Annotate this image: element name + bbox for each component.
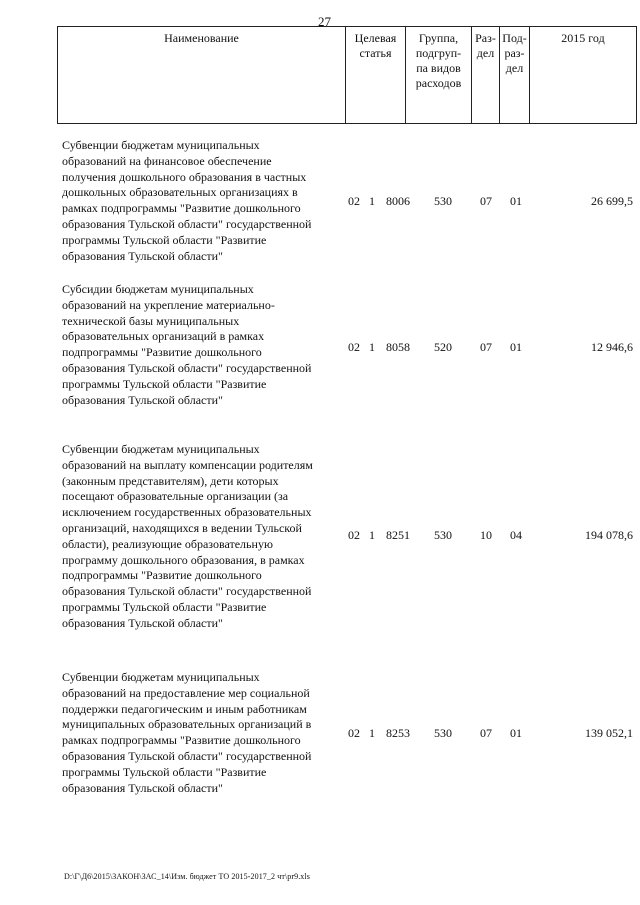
row-name: Субвенции бюджетам муниципальных образований на финансовое обеспечение получения дошкольного образования в частных дошкольных образовательных организациях в рамках подпрограммы "Развитие дошкольного образования Тульской области" государственной программы Тульской области "Развитие образования Тульской области"	[62, 138, 312, 263]
row-code: 8253	[386, 726, 410, 740]
row-program: 02	[348, 726, 360, 740]
row-amount: 12 946,6	[591, 340, 633, 354]
row-name: Субсидии бюджетам муниципальных образований на укрепление материально- технической базы муниципальных образовательных организаций в рамках подпрограммы "Развитие дошкольного образования Тульской области" государственной программы Тульской области "Развитие образования Тульской области"	[62, 282, 312, 407]
table-header	[57, 26, 637, 124]
row-name: Субвенции бюджетам муниципальных образований на предоставление мер социальной поддержки педагогическим и иным работникам муниципальных образовательных организаций в рамках подпрограммы "Развитие дошкольного образования Тульской области" государственной программы Тульской области "Развитие образования Тульской области"	[62, 670, 312, 795]
row-subsection: 01	[510, 194, 522, 208]
row-amount: 194 078,6	[585, 528, 633, 542]
row-section: 07	[480, 726, 492, 740]
page-number: 27	[318, 14, 331, 29]
row-amount: 26 699,5	[591, 194, 633, 208]
footer-file-path: D:\Г\Д6\2015\ЗАКОН\ЗАС_14\Изм. бюджет ТО 2015-2017_2 чт\pr9.xls	[64, 872, 310, 881]
row-code: 8251	[386, 528, 410, 542]
header-name: Наименование	[164, 31, 239, 45]
row-section: 07	[480, 340, 492, 354]
header-expense-group: Группа, подгруп- па видов расходов	[405, 27, 471, 123]
row-group: 530	[434, 726, 452, 740]
row-program: 02	[348, 194, 360, 208]
row-subprogram: 1	[369, 340, 375, 354]
row-subsection: 01	[510, 340, 522, 354]
header-subsection: Под- раз- дел	[499, 27, 529, 123]
row-group: 520	[434, 340, 452, 354]
row-subprogram: 1	[369, 726, 375, 740]
row-name: Субвенции бюджетам муниципальных образований на выплату компенсации родителям (законным представителям), дети которых посещают образовательные организации (за исключением государственных образовательных организаций, находящихся в ведении Тульской области), реализующие образовательную программу дошкольного образования, в рамках подпрограммы "Развитие дошкольного образования Тульской области" государственной программы Тульской области "Развитие образования Тульской области"	[62, 442, 313, 630]
header-year: 2015 год	[529, 27, 636, 123]
row-subprogram: 1	[369, 194, 375, 208]
header-target-article: Целевая статья	[345, 27, 405, 123]
row-section: 10	[480, 528, 492, 542]
row-subsection: 01	[510, 726, 522, 740]
row-code: 8058	[386, 340, 410, 354]
header-section: Раз- дел	[471, 27, 499, 123]
row-subprogram: 1	[369, 528, 375, 542]
row-section: 07	[480, 194, 492, 208]
row-code: 8006	[386, 194, 410, 208]
row-subsection: 04	[510, 528, 522, 542]
row-group: 530	[434, 528, 452, 542]
row-amount: 139 052,1	[585, 726, 633, 740]
row-group: 530	[434, 194, 452, 208]
row-program: 02	[348, 528, 360, 542]
row-program: 02	[348, 340, 360, 354]
